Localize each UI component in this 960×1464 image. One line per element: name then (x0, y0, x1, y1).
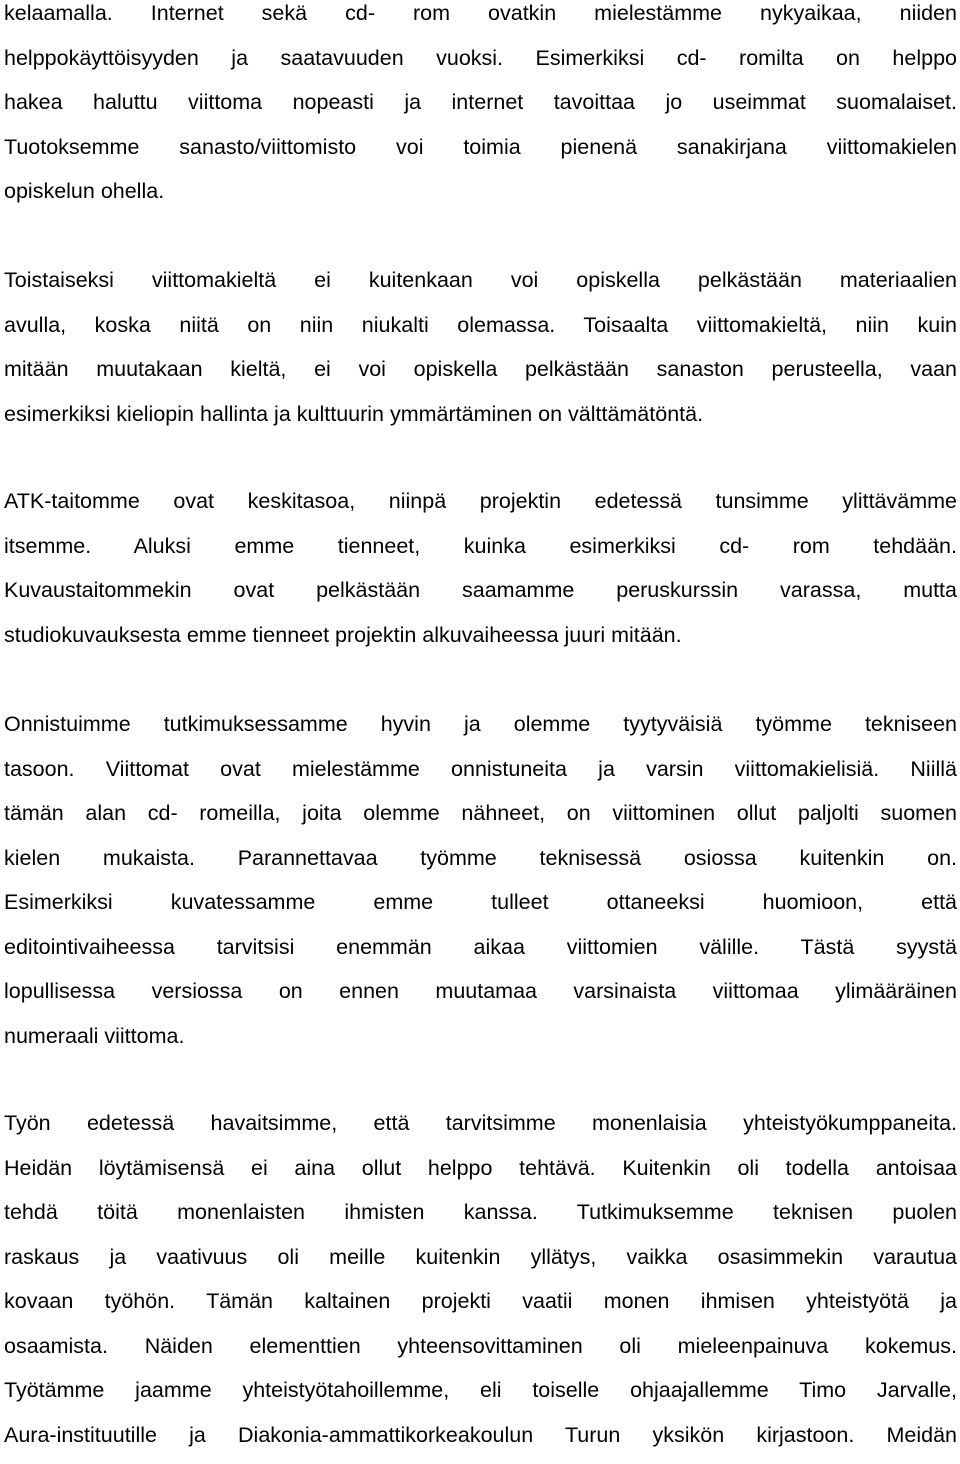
text-line: tämän alan cd- romeilla, joita olemme nähneet, on viittominen ollut paljolti suomen (4, 798, 957, 843)
paragraph-collaboration (4, 1108, 957, 1464)
text-line: Työtämme jaamme yhteistyötahoillemme, eli toiselle ohjaajallemme Timo Jarvalle, (4, 1375, 957, 1420)
text-line: hakea haluttu viittoma nopeasti ja internet tavoittaa jo useimmat suomalaiset. (4, 87, 957, 132)
text-line: itsemme. Aluksi emme tienneet, kuinka esimerkiksi cd- rom tehdään. (4, 531, 957, 576)
text-line: lopullisessa versiossa on ennen muutamaa varsinaista viittomaa ylimääräinen (4, 976, 957, 1021)
text-line: ATK-taitomme ovat keskitasoa, niinpä projektin edetessä tunsimme ylittävämme (4, 486, 957, 531)
text-line: Onnistuimme tutkimuksessamme hyvin ja olemme tyytyväisiä työmme tekniseen (4, 709, 957, 754)
text-line: studiokuvauksesta emme tienneet projektin alkuvaiheessa juuri mitään. (4, 620, 957, 665)
text-line: kelaamalla. Internet sekä cd- rom ovatkin mielestämme nykyaikaa, niiden (4, 0, 957, 43)
text-line: kovaan työhön. Tämän kaltainen projekti vaatii monen ihmisen yhteistyötä ja (4, 1286, 957, 1331)
text-line: tasoon. Viittomat ovat mielestämme onnistuneita ja varsin viittomakielisiä. Niillä (4, 754, 957, 799)
paragraph-learning-materials (4, 265, 957, 443)
text-line: osaamista. Näiden elementtien yhteensovittaminen oli mieleenpainuva kokemus. (4, 1331, 957, 1376)
text-line: esimerkiksi kieliopin hallinta ja kulttuurin ymmärtäminen on välttämätöntä. (4, 399, 957, 444)
paragraph-cd-rom-internet (4, 0, 957, 221)
text-line: Työn edetessä havaitsimme, että tarvitsimme monenlaisia yhteistyökumppaneita. (4, 1108, 957, 1153)
text-line: raskaus ja vaativuus oli meille kuitenkin yllätys, vaikka osasimmekin varautua (4, 1242, 957, 1287)
text-line: Toistaiseksi viittomakieltä ei kuitenkaan voi opiskella pelkästään materiaalien (4, 265, 957, 310)
text-line: Esimerkiksi kuvatessamme emme tulleet ottaneeksi huomioon, että (4, 887, 957, 932)
text-line: numeraali viittoma. (4, 1021, 957, 1066)
text-line: helppokäyttöisyyden ja saatavuuden vuoksi. Esimerkiksi cd- romilta on helppo (4, 43, 957, 88)
text-line: Aura-instituutille ja Diakonia-ammattikorkeakoulun Turun yksikön kirjastoon. Meidän (4, 1420, 957, 1464)
paragraph-atk-skills (4, 486, 957, 664)
text-line: avulla, koska niitä on niin niukalti olemassa. Toisaalta viittomakieltä, niin kuin (4, 310, 957, 355)
text-line: kielen mukaista. Parannettavaa työmme teknisessä osiossa kuitenkin on. (4, 843, 957, 888)
text-line: tehdä töitä monenlaisten ihmisten kanssa. Tutkimuksemme teknisen puolen (4, 1197, 957, 1242)
text-line: Tuotoksemme sanasto/viittomisto voi toimia pienenä sanakirjana viittomakielen (4, 132, 957, 177)
text-line: Heidän löytämisensä ei aina ollut helppo tehtävä. Kuitenkin oli todella antoisaa (4, 1153, 957, 1198)
text-line: mitään muutakaan kieltä, ei voi opiskella pelkästään sanaston perusteella, vaan (4, 354, 957, 399)
paragraph-research-success (4, 709, 957, 1065)
text-line: editointivaiheessa tarvitsisi enemmän aikaa viittomien välille. Tästä syystä (4, 932, 957, 977)
text-line: opiskelun ohella. (4, 176, 957, 221)
text-line: Kuvaustaitommekin ovat pelkästään saamamme peruskurssin varassa, mutta (4, 575, 957, 620)
